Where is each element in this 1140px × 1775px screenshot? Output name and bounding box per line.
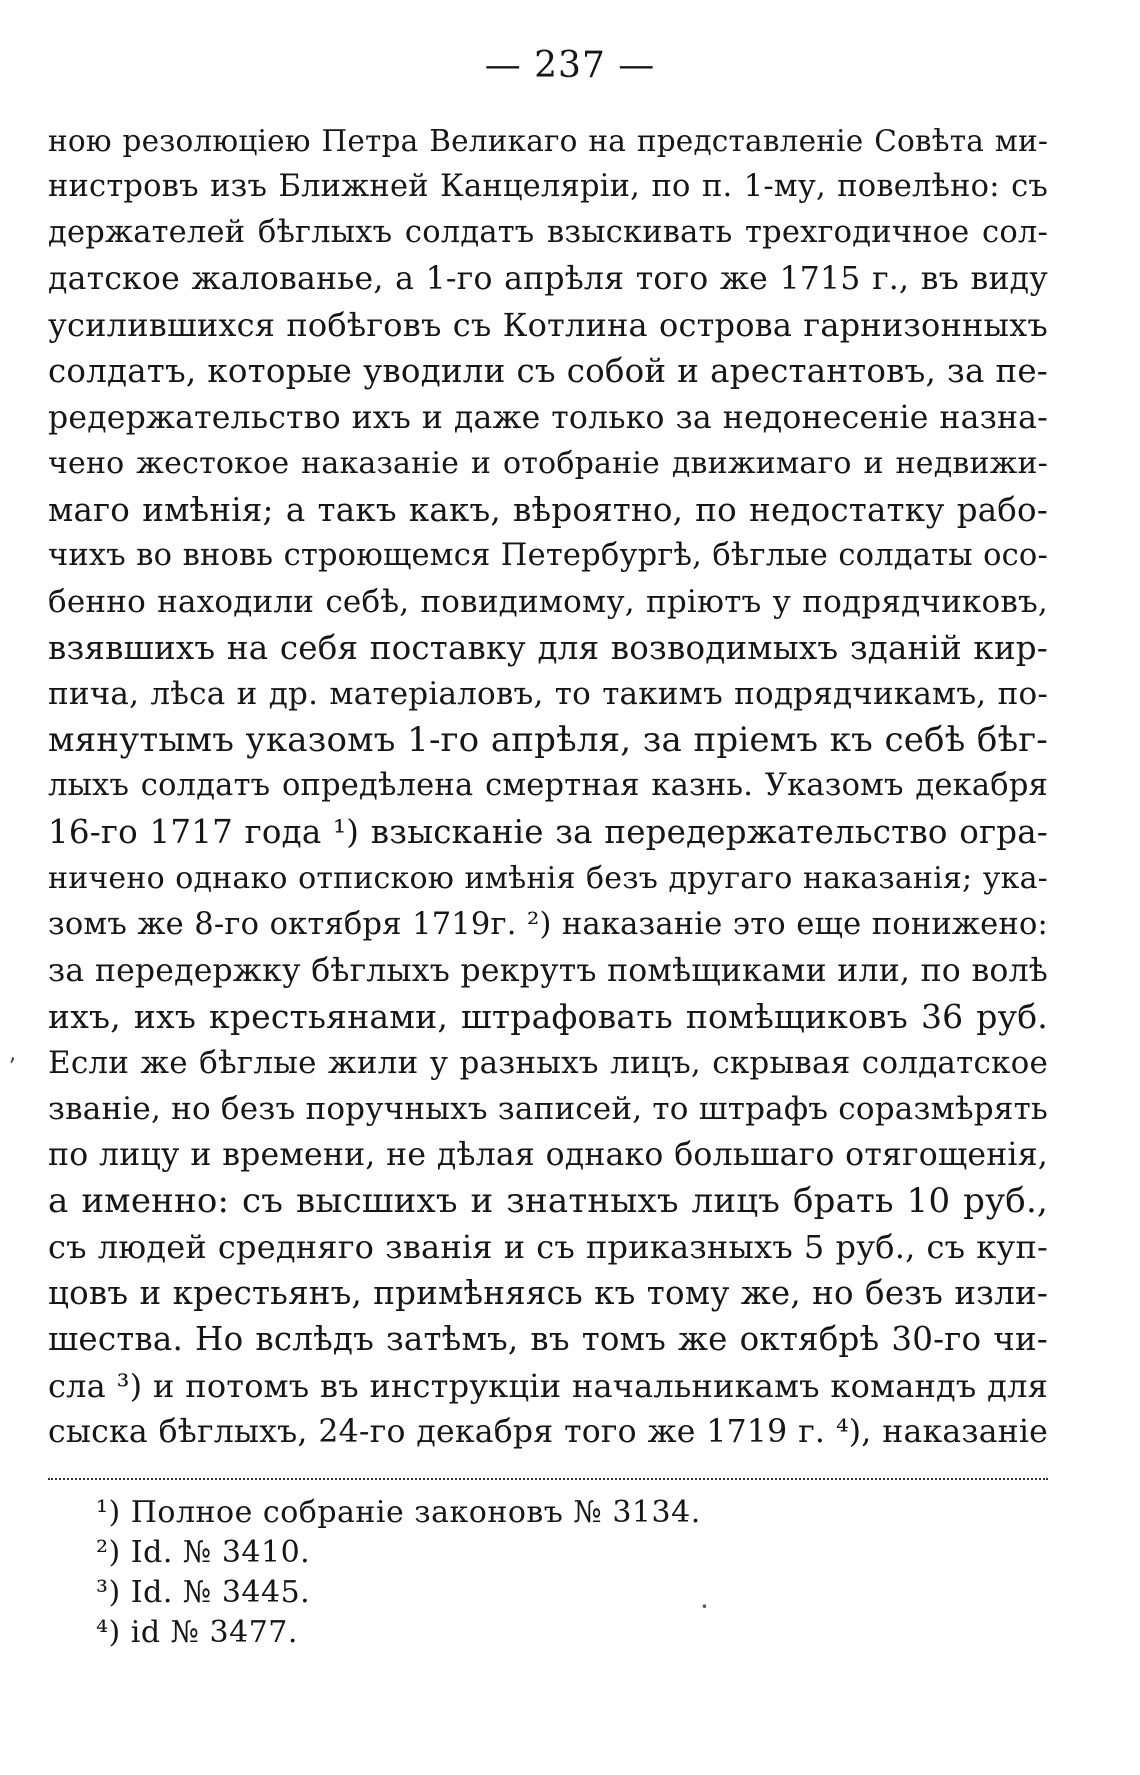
text-line: редержательство ихъ и даже только за недонесеніе назна- [48,399,1048,436]
text-line: лыхъ солдатъ опредѣлена смертная казнь. Указомъ декабря [48,768,1048,804]
text-line: взявшихъ на себя поставку для возводимыхъ зданій кир- [48,629,1048,668]
text-line: солдатъ, которые уводили съ собой и арестантовъ, за пе- [48,352,1048,391]
text-line: ихъ, ихъ крестьянами, штрафовать помѣщиковъ 36 руб. [48,996,1048,1036]
footnote-separator [48,1478,1048,1480]
footnote: ⁴) id № 3477. [96,1615,298,1650]
ink-blot: · [700,1590,709,1623]
text-line: за передержку бѣглыхъ рекрутъ помѣщиками или, по волѣ [48,952,1048,989]
text-line: пича, лѣса и др. матеріаловъ, то такимъ подрядчикамъ, по- [48,676,1048,713]
text-line: цовъ и крестьянъ, примѣняясь къ тому же, но безъ изли- [48,1274,1048,1313]
text-line: чихъ во вновь строющемся Петербургѣ, бѣглые солдаты осо- [48,537,1048,573]
text-line: датское жалованье, а 1-го апрѣля того же 1715 г., въ виду [48,261,1048,298]
text-line: ничено однако отпискою имѣнія безъ другаго наказанія; ука- [48,860,1048,896]
body-text [48,118,1048,1455]
footnote: ²) Id. № 3410. [96,1535,311,1570]
text-line: 16-го 1717 года ¹) взысканіе за передержательство огра- [48,813,1048,852]
footnote: ³) Id. № 3445. [96,1575,311,1610]
margin-mark: ʼ [8,1055,15,1080]
text-line: мянутымъ указомъ 1-го апрѣля, за пріемъ къ себѣ бѣг- [48,720,1048,761]
text-line: чено жестокое наказаніе и отобраніе движимаго и недвижи- [48,445,1048,481]
text-line: бенно находили себѣ, повидимому, пріютъ у подрядчиковъ, [48,583,1048,620]
text-line: сла ³) и потомъ въ инструкціи начальникамъ командъ для [48,1366,1048,1405]
text-line: званіе, но безъ поручныхъ записей, то штрафъ соразмѣрять [48,1090,1048,1127]
text-line: Если же бѣглые жили у разныхъ лицъ, скрывая солдатское [48,1044,1048,1081]
footnote: ¹) Полное собраніе законовъ № 3134. [96,1495,701,1530]
text-line: по лицу и времени, не дѣлая однако большаго отягощенія, [48,1137,1048,1174]
page-number: — 237 — [484,45,656,86]
text-line: съ людей средняго званія и съ приказныхъ 5 руб., съ куп- [48,1228,1048,1267]
text-line: маго имѣнія; а такъ какъ, вѣроятно, по недостатку рабо- [48,490,1048,529]
text-line: а именно: съ высшихъ и знатныхъ лицъ брать 10 руб., [48,1181,1048,1222]
text-line: сыска бѣглыхъ, 24-го декабря того же 1719 г. ⁴), наказаніе [48,1413,1048,1450]
text-line: шества. Но вслѣдъ затѣмъ, въ томъ же октябрѣ 30-го чи- [48,1320,1048,1359]
text-line: держателей бѣглыхъ солдатъ взыскивать трехгодичное сол- [48,215,1048,251]
footnotes [96,1493,896,1653]
text-line: ною резолюціею Петра Великаго на представленіе Совѣта ми- [48,124,1048,158]
text-line: нистровъ изъ Ближней Канцеляріи, по п. 1-му, повелѣно: съ [48,169,1048,205]
text-line: зомъ же 8-го октября 1719г. ²) наказаніе это еще понижено: [48,906,1048,942]
text-line: усилившихся побѣговъ съ Котлина острова гарнизонныхъ [48,306,1048,345]
